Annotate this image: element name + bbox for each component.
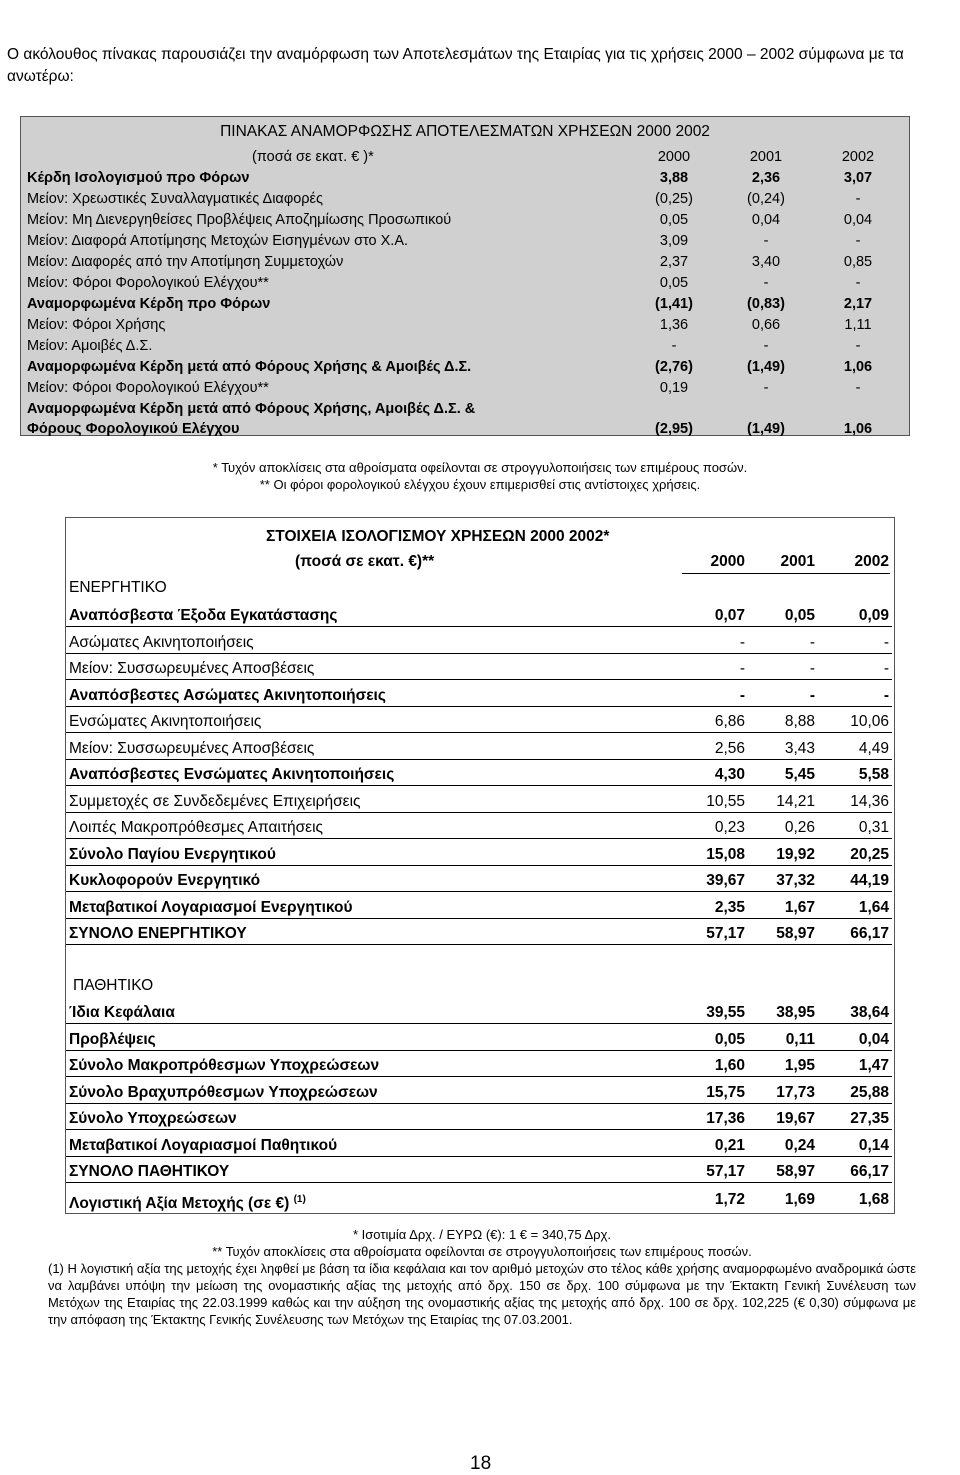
- balance-row-value: 57,17: [706, 1163, 745, 1180]
- balance-row-label: Αναπόσβεστες Ασώματες Ακινητοποιήσεις: [69, 686, 386, 704]
- balance-row-value: 66,17: [850, 925, 889, 942]
- restatement-row-value: 3,09: [659, 233, 689, 249]
- balance-row-value: 3,43: [784, 739, 815, 757]
- balance-row-value: 38,95: [776, 1004, 815, 1021]
- restatement-row-value: 1,06: [843, 359, 873, 375]
- liability-row: [69, 1136, 895, 1155]
- balance-row-value: 0,31: [858, 819, 889, 836]
- restatement-row-value: -: [763, 275, 769, 291]
- restatement-final-row-2: [27, 419, 903, 439]
- year-2000: 2000: [657, 149, 691, 165]
- asset-row: [69, 818, 895, 837]
- restatement-row-value: 0,04: [751, 212, 781, 228]
- restatement-row-value: 3,07: [843, 170, 873, 186]
- final-value-2001: (1,49): [747, 421, 785, 437]
- intro-paragraph: Ο ακόλουθος πίνακας παρουσιάζει την αναμόρφωση των Αποτελεσμάτων της Εταιρίας για τις χρήσεις 2000 – 2002 σύμφωνα με τα ανωτέρω:: [7, 46, 904, 85]
- balance-row-value: 0,07: [714, 607, 745, 624]
- restatement-header-row: [27, 147, 903, 167]
- table2-note-3: (1) Η λογιστική αξία της μετοχής έχει ληφθεί με βάση τα ίδια κεφάλαια και τον αριθμό μετοχών στο τέλος κάθε χρήσης αναμορφωμένο αναδρομικά ώστε να λαμβάνει υπόψη την μείωση της ονομαστικής αξίας της μετοχής από δρχ. 150 σε δρχ. 100 σύμφωνα με την Έκτακτη Γενική Συνέλευση των Μετόχων της Εταιρίας της 22.03.1999 καθώς και την αύξηση της ονομαστικής αξίας της μετοχής από δρχ. 100 σε δρχ. 102,225 (€ 0,30) σύμφωνα με την απόφαση της Έκτακτης Γενικής Συνέλευσης των Μετόχων της Εταιρίας της 07.03.2001.: [48, 1261, 916, 1327]
- balance-sheet-header-row: [69, 552, 895, 571]
- balance-row-value: 57,17: [706, 925, 745, 942]
- row-underline: [66, 1103, 892, 1104]
- row-underline: [66, 653, 892, 654]
- restatement-row-value: 3,88: [659, 170, 689, 186]
- restatement-row-value: 0,05: [659, 275, 689, 291]
- assets-header-row: [69, 578, 895, 597]
- restatement-row-value: (2,76): [655, 359, 693, 375]
- balance-row-label: Ίδια Κεφάλαια: [69, 1004, 175, 1021]
- balance-row-label: Λοιπές Μακροπρόθεσμες Απαιτήσεις: [69, 819, 323, 836]
- balance-row-label: Σύνολο Υποχρεώσεων: [69, 1110, 237, 1127]
- balance-row-value: 58,97: [776, 925, 815, 942]
- asset-row: [69, 765, 895, 784]
- restatement-row-value: 0,19: [659, 380, 689, 396]
- balance-row-label: Μείον: Συσσωρευμένες Αποσβέσεις: [69, 660, 315, 677]
- header-underline: [682, 573, 890, 574]
- balance-row-value: 38,64: [850, 1004, 889, 1021]
- row-underline: [66, 679, 892, 680]
- balance-row-value: -: [883, 633, 889, 651]
- balance-row-value: 17,36: [706, 1110, 745, 1127]
- asset-row: [69, 739, 895, 758]
- balance-row-label: Μεταβατικοί Λογαριασμοί Ενεργητικού: [69, 898, 353, 916]
- restatement-row-label: Μείον: Αμοιβές Δ.Σ.: [27, 338, 153, 354]
- restatement-row-value: (1,41): [655, 296, 693, 312]
- restatement-row-label: Μείον: Φόροι Χρήσης: [27, 317, 166, 333]
- balance-row-label: Ασώματες Ακινητοποιήσεις: [69, 633, 254, 651]
- balance-sheet-table: [65, 517, 895, 1214]
- row-underline: [66, 785, 892, 786]
- balance-row-value: 4,30: [714, 766, 745, 783]
- final-label-line1: Αναμορφωμένα Κέρδη μετά από Φόρους Χρήσης, Αμοιβές Δ.Σ. &: [27, 401, 476, 417]
- balance-row-value: 66,17: [850, 1163, 889, 1180]
- balance-row-value: 0,09: [858, 607, 889, 624]
- balance-row-value: 25,88: [850, 1083, 889, 1101]
- row-underline: [66, 1023, 892, 1024]
- restatement-row: [27, 315, 903, 335]
- row-underline: [66, 865, 892, 866]
- balance-row-value: 8,88: [784, 713, 815, 730]
- balance-row-value: 1,60: [714, 1057, 745, 1074]
- balance-row-value: 10,55: [706, 792, 745, 810]
- restatement-row-value: (1,49): [747, 359, 785, 375]
- balance-row-value: 2,35: [714, 898, 745, 916]
- balance-row-value: 0,05: [714, 1030, 745, 1048]
- balance-row-value: 27,35: [850, 1110, 889, 1127]
- restatement-row: [27, 336, 903, 356]
- balance-row-value: 20,25: [850, 845, 889, 863]
- liability-row: [69, 1109, 895, 1128]
- table2-note-2: ** Τυχόν αποκλίσεις στα αθροίσματα οφείλονται σε στρογγυλοποιήσεις των επιμέρους ποσών.: [212, 1244, 752, 1259]
- year-2002: 2002: [841, 149, 875, 165]
- balance-row-value: 1,64: [858, 898, 889, 916]
- balance-row-value: -: [739, 686, 745, 704]
- asset-row: [69, 686, 895, 705]
- row-underline: [66, 1076, 892, 1077]
- balance-row-value: -: [809, 633, 815, 651]
- balance-row-label: Κυκλοφορούν Ενεργητικό: [69, 872, 261, 889]
- balance-row-label: Ενσώματες Ακινητοποιήσεις: [69, 713, 262, 730]
- restatement-row: [27, 294, 903, 314]
- row-underline: [66, 759, 892, 760]
- final-value-2000: (2,95): [655, 421, 693, 437]
- row-underline: [66, 891, 892, 892]
- balance-row-label: Σύνολο Μακροπρόθεσμων Υποχρεώσεων: [69, 1057, 380, 1074]
- restatement-row-label: Μείον: Χρεωστικές Συναλλαγματικές Διαφορές: [27, 191, 323, 207]
- bs-year-2000: 2000: [710, 553, 745, 570]
- balance-row-label: ΣΥΝΟΛΟ ΠΑΘΗΤΙΚΟΥ: [69, 1163, 230, 1180]
- balance-row-value: -: [809, 660, 815, 677]
- balance-row-value: -: [739, 633, 745, 651]
- restatement-row-value: 0,04: [843, 212, 873, 228]
- row-underline: [66, 944, 892, 945]
- restatement-row-value: -: [763, 338, 769, 354]
- restatement-row-value: 3,40: [751, 254, 781, 270]
- row-underline: [66, 1129, 892, 1130]
- table2-note-1: * Ισοτιμία Δρχ. / ΕΥΡΩ (€): 1 € = 340,75 Δρχ.: [352, 1227, 612, 1242]
- row-underline: [66, 1156, 892, 1157]
- restatement-row: [27, 252, 903, 272]
- row-underline: [66, 838, 892, 839]
- balance-row-label: Σύνολο Παγίου Ενεργητικού: [69, 845, 276, 863]
- restatement-row-value: (0,25): [655, 191, 693, 207]
- balance-row-value: 6,86: [714, 713, 745, 730]
- liability-row: [69, 1056, 895, 1075]
- restatement-row-value: 1,36: [659, 317, 689, 333]
- restatement-row-label: Μείον: Φόροι Φορολογικού Ελέγχου**: [27, 275, 269, 291]
- row-underline: [66, 1182, 892, 1183]
- balance-row-value: -: [809, 686, 815, 704]
- bs-year-2002: 2002: [854, 553, 889, 570]
- balance-row-value: 39,67: [706, 872, 745, 889]
- liability-row: [69, 1083, 895, 1102]
- restatement-row: [27, 378, 903, 398]
- restatement-row-value: 2,37: [659, 254, 689, 270]
- restatement-row: [27, 231, 903, 251]
- restatement-row-value: 0,05: [659, 212, 689, 228]
- year-2001: 2001: [749, 149, 783, 165]
- balance-row-value: 19,67: [776, 1110, 815, 1127]
- liabilities-header-row: [69, 976, 895, 995]
- balance-row-label: Προβλέψεις: [69, 1030, 156, 1048]
- balance-row-value: 4,49: [858, 739, 889, 757]
- restatement-row-value: 0,85: [843, 254, 873, 270]
- restatement-row-label: Αναμορφωμένα Κέρδη προ Φόρων: [27, 296, 271, 312]
- restatement-row-value: 2,36: [751, 170, 781, 186]
- balance-row-value: 14,21: [776, 792, 815, 810]
- balance-row-value: 15,75: [706, 1083, 745, 1101]
- asset-row: [69, 659, 895, 678]
- restatement-row-value: -: [763, 380, 769, 396]
- balance-row-value: 1,67: [784, 898, 815, 916]
- restatement-row-value: -: [855, 233, 861, 249]
- balance-row-value: 0,05: [784, 607, 815, 624]
- balance-row-label: Μεταβατικοί Λογαριασμοί Παθητικού: [69, 1136, 338, 1154]
- asset-row: [69, 606, 895, 625]
- balance-row-value: 1,95: [784, 1057, 815, 1074]
- balance-row-value: -: [883, 660, 889, 677]
- final-value-2002: 1,06: [843, 421, 873, 437]
- row-underline: [66, 706, 892, 707]
- balance-row-value: 17,73: [776, 1083, 815, 1101]
- balance-row-value: 37,32: [776, 872, 815, 889]
- asset-row: [69, 712, 895, 731]
- liabilities-header: ΠΑΘΗΤΙΚΟ: [73, 977, 154, 994]
- balance-row-value: 0,11: [785, 1030, 815, 1048]
- balance-row-label: Αναπόσβεστα Έξοδα Εγκατάστασης: [69, 607, 338, 624]
- restatement-row-value: -: [855, 191, 861, 207]
- asset-row: [69, 924, 895, 943]
- restatement-row: [27, 168, 903, 188]
- balance-row-label: Μείον: Συσσωρευμένες Αποσβέσεις: [69, 739, 315, 757]
- restatement-table: [20, 116, 910, 436]
- table1-note-1: * Τυχόν αποκλίσεις στα αθροίσματα οφείλονται σε στρογγυλοποιήσεις των επιμέρους ποσών.: [212, 460, 748, 475]
- liability-row: [69, 1162, 895, 1181]
- balance-row-label: Συμμετοχές σε Συνδεδεμένες Επιχειρήσεις: [69, 792, 361, 810]
- row-underline: [66, 812, 892, 813]
- liability-row: [69, 1003, 895, 1022]
- balance-row-value: 0,23: [714, 819, 745, 836]
- restatement-row-value: 2,17: [843, 296, 873, 312]
- balance-row-value: 44,19: [850, 872, 889, 889]
- balance-row-value: 0,21: [714, 1136, 745, 1154]
- book-value-row: [69, 1190, 895, 1213]
- table1-note-2: ** Οι φόροι φορολογικού ελέγχου έχουν επιμερισθεί στις αντίστοιχες χρήσεις.: [259, 477, 701, 492]
- balance-row-label: Σύνολο Βραχυπρόθεσμων Υποχρεώσεων: [69, 1083, 378, 1101]
- balance-row-value: 0,14: [858, 1136, 889, 1154]
- restatement-row-value: -: [855, 380, 861, 396]
- restatement-row: [27, 357, 903, 377]
- balance-row-value: 2,56: [714, 739, 745, 757]
- restatement-row-value: (0,83): [747, 296, 785, 312]
- restatement-row-label: Μείον: Φόροι Φορολογικού Ελέγχου**: [27, 380, 269, 396]
- restatement-row-label: Μείον: Διαφορές από την Αποτίμηση Συμμετοχών: [27, 254, 344, 270]
- restatement-table-title: ΠΙΝΑΚΑΣ ΑΝΑΜΟΡΦΩΣΗΣ ΑΠΟΤΕΛΕΣΜΑΤΩΝ ΧΡΗΣΕΩΝ 2000 2002: [220, 123, 710, 140]
- balance-sheet-unit: (ποσά σε εκατ. €)**: [295, 553, 435, 570]
- row-underline: [66, 918, 892, 919]
- asset-row: [69, 845, 895, 864]
- restatement-row-value: 1,11: [844, 317, 872, 333]
- restatement-row-value: -: [763, 233, 769, 249]
- balance-row-label: Αναπόσβεστες Ενσώματες Ακινητοποιήσεις: [69, 766, 395, 783]
- balance-row-value: 1,47: [858, 1057, 889, 1074]
- balance-row-value: 0,04: [858, 1030, 889, 1048]
- final-label-line2: Φόρους Φορολογικού Ελέγχου: [27, 421, 240, 437]
- restatement-row-value: (0,24): [747, 191, 785, 207]
- row-underline: [66, 732, 892, 733]
- balance-row-value: 39,55: [706, 1004, 745, 1021]
- row-underline: [66, 626, 892, 627]
- balance-row-value: 5,58: [858, 766, 889, 783]
- book-value-2001: 1,69: [784, 1191, 815, 1208]
- book-value-2000: 1,72: [714, 1191, 745, 1208]
- page-number: 18: [470, 1453, 492, 1474]
- restatement-row-label: Μείον: Διαφορά Αποτίμησης Μετοχών Εισηγμένων στο Χ.Α.: [27, 233, 409, 249]
- restatement-row-label: Αναμορφωμένα Κέρδη μετά από Φόρους Χρήσης & Αμοιβές Δ.Σ.: [27, 359, 472, 375]
- balance-row-value: 0,26: [784, 819, 815, 836]
- asset-row: [69, 633, 895, 652]
- balance-row-value: -: [883, 686, 889, 704]
- balance-row-label: ΣΥΝΟΛΟ ΕΝΕΡΓΗΤΙΚΟΥ: [69, 925, 247, 942]
- restatement-row: [27, 210, 903, 230]
- balance-row-value: 14,36: [850, 792, 889, 810]
- restatement-row-label: Μείον: Μη Διενεργηθείσες Προβλέψεις Αποζημίωσης Προσωπικού: [27, 212, 452, 228]
- balance-row-value: 0,24: [784, 1136, 815, 1154]
- balance-row-value: 58,97: [776, 1163, 815, 1180]
- restatement-unit: (ποσά σε εκατ. € )*: [252, 149, 374, 165]
- balance-sheet-title: ΣΤΟΙΧΕΙΑ ΙΣΟΛΟΓΙΣΜΟΥ ΧΡΗΣΕΩΝ 2000 2002*: [266, 528, 610, 545]
- balance-row-value: 15,08: [706, 845, 745, 863]
- restatement-row-value: -: [671, 338, 677, 354]
- assets-header: ΕΝΕΡΓΗΤΙΚΟ: [69, 579, 167, 596]
- bs-year-2001: 2001: [780, 553, 815, 570]
- restatement-row-value: 0,66: [751, 317, 781, 333]
- book-value-2002: 1,68: [858, 1191, 889, 1208]
- restatement-row-value: -: [855, 275, 861, 291]
- row-underline: [66, 1050, 892, 1051]
- balance-row-value: 10,06: [850, 713, 889, 730]
- book-value-label: Λογιστική Αξία Μετοχής (σε €) $^{(1)}$: [69, 1194, 306, 1213]
- asset-row: [69, 871, 895, 890]
- asset-row: [69, 898, 895, 917]
- balance-row-value: 19,92: [776, 845, 815, 863]
- liability-row: [69, 1030, 895, 1049]
- book-value-footnote-mark: (1): [293, 1194, 306, 1205]
- balance-row-value: 5,45: [784, 766, 815, 783]
- balance-row-value: -: [739, 660, 745, 677]
- restatement-row-label: Κέρδη Ισολογισμού προ Φόρων: [27, 170, 250, 186]
- restatement-final-row: [27, 399, 903, 419]
- asset-row: [69, 792, 895, 811]
- restatement-row: [27, 273, 903, 293]
- restatement-row: [27, 189, 903, 209]
- restatement-row-value: -: [855, 338, 861, 354]
